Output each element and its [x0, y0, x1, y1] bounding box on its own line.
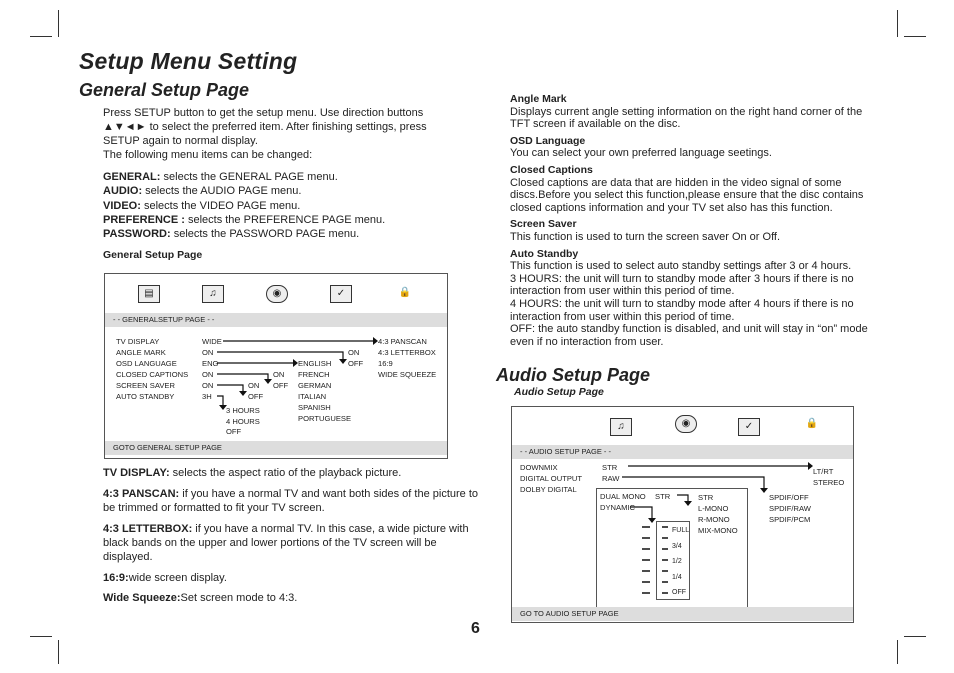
audio-heading: Audio Setup Page	[496, 365, 651, 385]
audio-bar-top: - - AUDIO SETUP PAGE - -	[512, 445, 853, 459]
page-number: 6	[471, 620, 480, 637]
option: ON	[348, 348, 360, 357]
preference-icon: ✓	[738, 418, 760, 436]
def-tv-display: TV DISPLAY: selects the aspect ratio of the playback picture.	[103, 467, 402, 479]
def-panscan: 4:3 PANSCAN: if you have a normal TV and want both sides of the picture to be trimmed or formatted to fit your TV screen.	[103, 488, 479, 514]
option: OFF	[248, 392, 264, 401]
level: 1/2	[672, 558, 682, 566]
label-closed-captions: CLOSED CAPTIONS	[116, 370, 189, 379]
option: WIDE SQUEEZE	[378, 370, 437, 379]
label-downmix: DOWNMIX	[520, 463, 558, 472]
right-sections	[510, 93, 880, 348]
page-title: Setup Menu Setting	[79, 48, 298, 74]
level: 3/4	[672, 542, 682, 550]
value-auto-standby: 3H	[202, 392, 212, 401]
label-dual-mono: DUAL MONO	[600, 492, 646, 501]
general-setup-panel	[104, 273, 448, 459]
option: OFF	[273, 381, 289, 390]
section-screen-saver	[510, 218, 880, 243]
value-tv-display: WIDE	[202, 337, 222, 346]
option: 16:9	[378, 359, 393, 368]
option: 4:3 PANSCAN	[378, 337, 427, 346]
option: MIX-MONO	[698, 526, 738, 535]
def-wide-squeeze: Wide Squeeze:Set screen mode to 4:3.	[103, 592, 298, 604]
password-icon: 🔒	[805, 418, 819, 429]
option: 4 HOURS	[226, 416, 260, 426]
crop-mark	[904, 36, 926, 37]
definitions-left	[103, 466, 479, 605]
option: FRENCH	[298, 370, 330, 379]
menu-item: PREFERENCE : selects the PREFERENCE PAGE menu.	[103, 213, 386, 226]
general-bar-bottom: GOTO GENERAL SETUP PAGE	[105, 441, 447, 455]
value-osd-language: ENG	[202, 359, 219, 368]
crop-mark	[904, 636, 926, 637]
option: OFF	[348, 359, 364, 368]
level: FULL	[672, 527, 690, 534]
section-head: OSD Language	[510, 134, 586, 147]
audio-setup-panel	[511, 406, 854, 623]
general-panel-caption: General Setup Page	[103, 249, 203, 261]
preference-icon: ✓	[330, 285, 352, 303]
menu-item: GENERAL: selects the GENERAL PAGE menu.	[103, 171, 338, 183]
value-closed-captions: ON	[202, 370, 214, 379]
intro-line: The following menu items can be changed:	[103, 149, 313, 161]
label-angle-mark: ANGLE MARK	[116, 348, 166, 357]
password-icon: 🔒	[398, 287, 412, 298]
audio-panel-caption: Audio Setup Page	[514, 386, 604, 398]
section-osd-language	[510, 135, 880, 160]
crop-mark	[58, 10, 59, 37]
option: LT/RT	[813, 467, 834, 476]
section-head: Auto Standby	[510, 247, 579, 260]
label-dolby-digital: DOLBY DIGITAL	[520, 485, 577, 494]
general-connector-lines	[105, 274, 447, 458]
audio-icon: ♫	[202, 285, 224, 303]
option: ON	[248, 381, 260, 390]
option: 3 HOURS	[226, 406, 260, 415]
option: SPDIF/OFF	[769, 493, 809, 502]
audio-icon: ♫	[610, 418, 632, 436]
label-osd-language: OSD LANGUAGE	[116, 359, 177, 368]
intro-line: SETUP again to normal display.	[103, 135, 258, 147]
label-auto-standby: AUTO STANDBY	[116, 392, 175, 401]
label-dynamic: DYNAMIC	[600, 503, 636, 512]
section-body: Closed captions are data that are hidden in the video signal of some discs.Before you select this function,please ensure that the disc contains closed captions information and your TV set also has this function.	[510, 176, 864, 214]
option: SPDIF/PCM	[769, 515, 811, 524]
label-screen-saver: SCREEN SAVER	[116, 381, 175, 390]
label-tv-display: TV DISPLAY	[116, 337, 160, 346]
option: OFF	[226, 427, 242, 436]
general-icon: ▤	[138, 285, 160, 303]
label-digital-output: DIGITAL OUTPUT	[520, 474, 583, 483]
section-head: Screen Saver	[510, 218, 577, 231]
option: ENGLISH	[298, 359, 332, 368]
option: STEREO	[813, 478, 845, 487]
option: ON	[273, 370, 285, 379]
level: 1/4	[672, 573, 682, 581]
section-head: Angle Mark	[510, 93, 567, 105]
value-downmix: STR	[602, 463, 618, 472]
intro-line: ▲▼◄► to select the preferred item. After finishing settings, press	[103, 121, 427, 133]
def-16-9: 16:9:wide screen display.	[103, 572, 227, 584]
audio-bar-bottom: GO TO AUDIO SETUP PAGE	[512, 607, 853, 621]
level: OFF	[672, 589, 686, 597]
option: R-MONO	[698, 515, 730, 524]
audio-connector-lines	[512, 407, 853, 622]
video-icon: ◉	[675, 415, 697, 433]
section-head: Closed Captions	[510, 163, 593, 176]
option: GERMAN	[298, 381, 332, 390]
option: L-MONO	[698, 504, 729, 513]
section-angle-mark	[510, 93, 880, 131]
section-body: Displays current angle setting information on the right hand corner of the TFT screen if available on the disc.	[510, 105, 863, 131]
intro-text	[103, 106, 483, 162]
option: STR	[698, 493, 714, 502]
option: 4:3 LETTERBOX	[378, 348, 436, 357]
section-body: This function is used to turn the screen saver On or Off.	[510, 230, 781, 243]
option: SPDIF/RAW	[769, 504, 811, 513]
intro-line: Press SETUP button to get the setup menu. Use direction buttons	[103, 107, 424, 119]
section-closed-captions	[510, 164, 880, 214]
option: ITALIAN	[298, 392, 327, 401]
crop-mark	[30, 36, 52, 37]
crop-mark	[30, 636, 52, 637]
def-letterbox: 4:3 LETTERBOX: if you have a normal TV. In this case, a wide picture with black bands on the upper and lower portions of the TV screen will be displayed.	[103, 523, 469, 563]
section-body: This function is used to select auto standby settings after 3 or 4 hours. 3 HOURS: the unit will turn to standby mode after 3 hours if there is no interaction from user within this period of time. 4 HOURS: the unit will turn to standby mode after 4 hours if there is no interaction from user within this period of time. OFF: the auto standby function is disabled, and unit will stay in “on” mode even if no interaction from user.	[510, 260, 868, 348]
section-auto-standby	[510, 248, 880, 349]
video-icon: ◉	[266, 285, 288, 303]
menu-item: AUDIO: selects the AUDIO PAGE menu.	[103, 185, 302, 198]
option: SPANISH	[298, 403, 331, 412]
value-screen-saver: ON	[202, 381, 214, 390]
crop-mark	[897, 640, 898, 664]
general-heading: General Setup Page	[79, 80, 250, 100]
general-bar-top: - - GENERALSETUP PAGE - -	[105, 313, 447, 327]
section-body: You can select your own preferred language seetings.	[510, 147, 772, 160]
crop-mark	[897, 10, 898, 37]
value-dual-mono: STR	[655, 492, 671, 501]
menu-list	[103, 170, 483, 241]
menu-item: PASSWORD: selects the PASSWORD PAGE menu.	[103, 228, 360, 241]
crop-mark	[58, 640, 59, 664]
menu-item: VIDEO: selects the VIDEO PAGE menu.	[103, 199, 301, 212]
value-angle-mark: ON	[202, 348, 214, 357]
option: PORTUGUESE	[298, 414, 352, 423]
value-digital-output: RAW	[602, 474, 620, 483]
